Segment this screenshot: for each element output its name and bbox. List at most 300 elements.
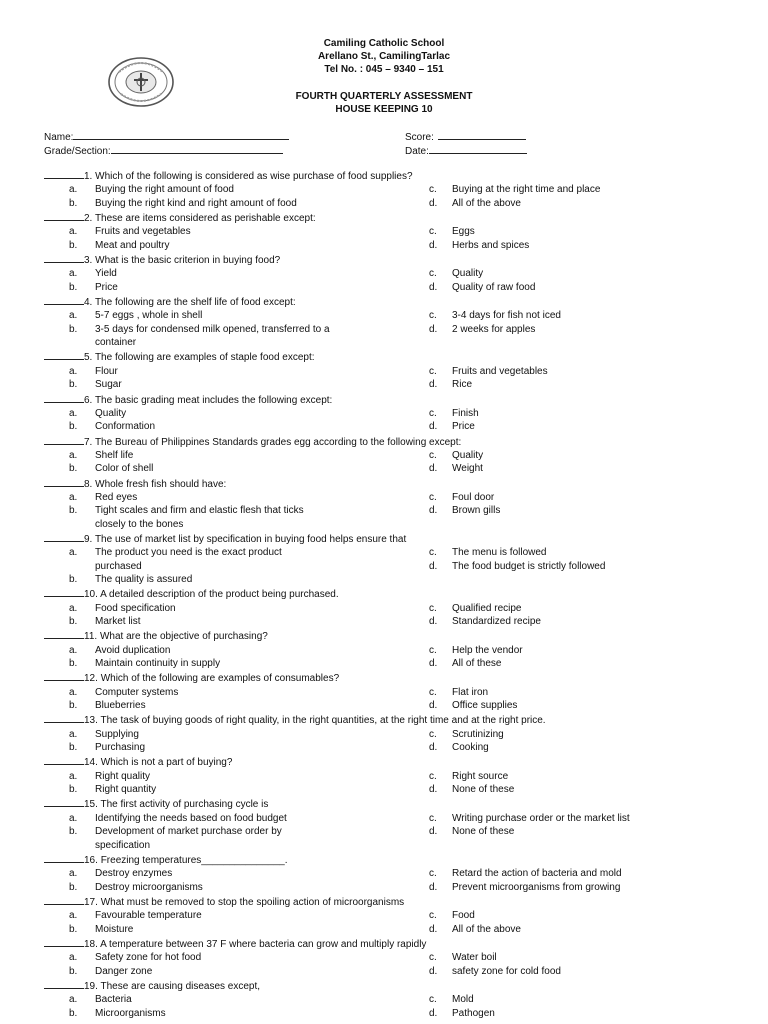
question-text: The following are examples of staple food except: [94,352,315,364]
option-letter: d. [429,197,438,209]
option-letter [429,839,452,852]
question-text: What are the objective of purchasing? [99,631,268,643]
option-letter: a. [69,602,78,614]
option-text: Development of market purchase order by [95,826,282,838]
option-text: Safety zone for hot food [95,952,202,964]
option-row [44,309,734,322]
question-number: 17. [84,896,98,908]
question-text: Which of the following is considered as wise purchase of food supplies? [95,171,413,182]
school-telephone: Tel No. : 045 – 9340 – 151 [324,64,444,75]
question-number: 9. [84,533,93,545]
option-letter: c. [429,449,437,461]
option-letter: a. [69,812,78,824]
question-item [44,531,734,586]
option-letter: d. [429,616,438,627]
question-stem [44,531,734,546]
answer-option [44,407,429,420]
answer-option [429,491,729,504]
option-row [44,420,734,433]
option-letter [44,560,95,573]
question-text: The following are the shelf life of food except: [94,297,296,309]
option-row [44,462,734,475]
question-number: 14. [84,757,98,769]
answer-blank[interactable] [44,978,84,989]
option-text: Market list [95,616,141,627]
question-text: The task of buying goods of right quality, in the right quantities, at the right time and at the right price. [100,715,546,727]
question-item [44,978,734,1020]
option-letter: a. [69,910,78,922]
option-text: Flour [95,365,118,377]
answer-option [44,183,429,196]
assessment-title: FOURTH QUARTERLY ASSESSMENT [295,91,473,102]
option-letter: b. [69,323,78,335]
option-letter: d. [429,826,438,838]
option-text: Herbs and spices [452,239,530,251]
name-line[interactable] [73,129,289,140]
option-letter: a. [69,994,78,1006]
answer-blank[interactable] [44,936,84,947]
question-number: 11. [84,631,98,643]
option-text: Prevent microorganisms from growing [452,881,621,893]
answer-option [44,491,429,504]
option-letter: d. [429,505,438,517]
option-text: All of the above [452,923,521,935]
question-number: 13. [84,715,98,727]
option-row [44,825,734,838]
question-stem [44,712,734,727]
option-text: safety zone for cold food [452,965,561,977]
question-number: 8. [84,478,93,490]
option-letter: d. [429,923,438,935]
answer-blank[interactable] [44,294,84,305]
answer-option [429,183,729,196]
date-label: Date: [405,146,429,157]
option-letter: c. [429,365,437,377]
option-letter: b. [69,421,78,433]
question-stem [44,894,734,909]
question-stem [44,252,734,267]
option-text: specification [95,839,151,851]
option-letter [429,573,452,586]
option-letter: d. [429,881,438,893]
option-text: Maintain continuity in supply [95,658,221,670]
grade-section-line[interactable] [111,143,283,154]
name-field[interactable] [44,129,289,144]
question-text: A detailed description of the product being purchased. [100,589,339,601]
score-label: Score: [405,132,434,143]
option-row [44,686,734,699]
option-letter: a. [69,770,78,782]
answer-option [429,323,729,336]
answer-option [44,323,429,336]
question-item [44,252,734,294]
option-text: Red eyes [95,491,138,503]
option-letter: c. [429,952,437,964]
option-text: Right source [452,770,509,782]
option-letter: c. [429,994,437,1006]
option-text: Quality [452,268,484,280]
score-field[interactable] [405,129,526,144]
question-item [44,712,734,754]
question-text: The first activity of purchasing cycle is [100,799,269,811]
option-row [44,909,734,922]
option-text: Price [95,281,118,293]
option-text: Quality [95,407,127,419]
answer-blank[interactable] [44,754,84,765]
question-list [44,168,734,1020]
option-letter: b. [69,1007,78,1019]
answer-option [429,602,729,615]
answer-option [44,644,429,657]
answer-option [429,699,729,712]
answer-blank[interactable] [44,628,84,639]
option-letter: c. [429,491,437,503]
answer-option [44,741,429,754]
option-letter: b. [69,463,78,475]
option-letter: a. [69,407,78,419]
option-text: Fruits and vegetables [95,226,191,238]
answer-option [429,812,729,825]
option-letter: d. [429,239,438,251]
option-text: The menu is followed [452,547,547,559]
date-field[interactable] [405,143,527,158]
answer-option [429,657,729,670]
question-number: 19. [84,980,98,992]
option-text: Favourable temperature [95,910,202,922]
answer-option [44,881,429,894]
option-row [44,573,734,586]
grade-section-label: Grade/Section: [44,146,111,157]
answer-option [429,867,729,880]
option-text: Qualified recipe [452,602,522,614]
answer-option [44,993,429,1006]
option-text: 2 weeks for apples [452,323,536,335]
question-number: 5. [84,352,93,364]
option-text: 3-5 days for condensed milk opened, transferred to a [95,323,330,335]
option-letter: a. [69,644,78,656]
question-text: What is the basic criterion in buying food? [95,255,281,267]
answer-option [429,686,729,699]
answer-option [44,783,429,796]
answer-blank[interactable] [44,476,84,487]
option-text: Buying at the right time and place [452,184,601,196]
answer-option [429,881,729,894]
option-text: Retard the action of bacteria and mold [452,868,622,880]
option-letter: d. [429,463,438,475]
option-row [44,615,734,628]
answer-option [429,449,729,462]
option-text: All of these [452,658,502,670]
answer-option [429,1007,729,1020]
question-item [44,670,734,712]
option-text: Pathogen [452,1007,495,1019]
answer-option [429,267,729,280]
option-text: Price [452,421,475,433]
answer-option [44,239,429,252]
option-letter: c. [429,868,437,880]
question-item [44,586,734,628]
option-letter: d. [429,658,438,670]
option-text: closely to the bones [95,518,184,530]
question-item [44,168,734,210]
answer-blank[interactable] [44,252,84,263]
answer-option [44,770,429,783]
answer-option [429,407,729,420]
question-number: 7. [84,436,93,448]
option-letter: b. [69,784,78,796]
answer-option [44,560,429,573]
answer-option [429,783,729,796]
answer-option [44,1007,429,1020]
option-text: Purchasing [95,742,146,754]
option-text: Brown gills [452,505,501,517]
answer-option [44,923,429,936]
answer-option [44,504,429,517]
question-item [44,434,734,476]
option-letter: b. [69,826,78,838]
option-letter [429,336,452,349]
option-letter: b. [69,505,78,517]
option-letter: d. [429,700,438,712]
answer-option [429,225,729,238]
option-text: Flat iron [452,686,489,698]
option-text: None of these [452,784,515,796]
answer-blank[interactable] [44,434,84,445]
option-letter: c. [429,728,437,740]
option-text: Supplying [95,728,139,740]
option-letter: a. [69,226,78,238]
answer-option [44,951,429,964]
answer-blank[interactable] [44,168,84,179]
option-row [44,449,734,462]
answer-blank[interactable] [44,586,84,597]
option-row [44,812,734,825]
option-letter: d. [429,560,438,572]
question-number: 2. [84,213,93,225]
option-row [44,644,734,657]
option-text: Mold [452,994,474,1006]
option-letter: a. [69,728,78,740]
answer-option [44,686,429,699]
answer-blank[interactable] [44,894,84,905]
option-row [44,741,734,754]
question-number: 12. [84,673,98,685]
question-stem [44,294,734,309]
option-letter: b. [69,616,78,627]
option-letter: a. [69,547,78,559]
answer-blank[interactable] [44,670,84,681]
answer-option [44,812,429,825]
answer-option [429,923,729,936]
option-row [44,881,734,894]
option-row [44,336,734,349]
question-text: Which is not a part of buying? [100,757,233,769]
option-row [44,839,734,852]
option-letter: c. [429,644,437,656]
option-letter: a. [69,310,78,322]
answer-option [44,449,429,462]
option-row [44,518,734,531]
question-stem [44,796,734,811]
question-item [44,210,734,252]
option-text: Quality [452,449,484,461]
answer-option [429,197,729,210]
option-text: Weight [452,463,483,475]
answer-option [429,909,729,922]
question-stem [44,434,734,449]
answer-option [44,281,429,294]
answer-option [429,336,729,349]
option-letter: b. [69,197,78,209]
option-letter: b. [69,281,78,293]
date-line[interactable] [429,143,527,154]
option-letter: c. [429,812,437,824]
option-text: Computer systems [95,686,179,698]
option-text [452,518,729,531]
answer-blank[interactable] [44,712,84,723]
score-line[interactable] [438,129,526,140]
option-row [44,407,734,420]
option-row [44,365,734,378]
option-letter: b. [69,923,78,935]
question-number: 4. [84,297,93,309]
option-letter: a. [69,268,78,280]
option-text: All of the above [452,197,521,209]
answer-blank[interactable] [44,210,84,221]
option-text: Standardized recipe [452,616,541,627]
option-text: Right quantity [95,784,157,796]
option-letter: d. [429,742,438,754]
option-text [452,336,729,349]
option-letter: b. [69,881,78,893]
answer-option [44,867,429,880]
option-row [44,728,734,741]
question-stem [44,392,734,407]
answer-option [44,573,429,586]
answer-option [429,365,729,378]
answer-option [44,225,429,238]
option-row [44,183,734,196]
option-text: Tight scales and firm and elastic flesh that ticks [95,505,304,517]
option-text: Food specification [95,602,176,614]
option-row [44,281,734,294]
question-stem [44,349,734,364]
school-name: Camiling Catholic School [323,38,445,49]
question-item [44,754,734,796]
answer-option [44,615,429,628]
question-text: A temperature between 37 F where bacteria can grow and multiply rapidly [100,938,427,950]
option-text: Meat and poultry [95,239,170,251]
option-row [44,993,734,1006]
option-row [44,770,734,783]
answer-blank[interactable] [44,349,84,360]
option-text: Office supplies [452,700,518,712]
answer-option [44,546,429,559]
answer-blank[interactable] [44,852,84,863]
answer-option [44,728,429,741]
answer-option [429,504,729,517]
answer-blank[interactable] [44,796,84,807]
answer-option [44,602,429,615]
answer-option [429,965,729,978]
option-letter: c. [429,310,437,322]
option-text: purchased [95,560,142,572]
question-text: The use of market list by specification in buying food helps ensure that [94,533,407,545]
subject-title: HOUSE KEEPING 10 [335,104,433,115]
option-text: Destroy microorganisms [95,881,203,893]
grade-section-field[interactable] [44,143,283,158]
question-stem [44,978,734,993]
option-letter: d. [429,784,438,796]
answer-option [429,573,729,586]
answer-option [429,770,729,783]
option-letter: d. [429,421,438,433]
question-item [44,852,734,894]
question-stem [44,210,734,225]
answer-option [429,239,729,252]
answer-option [429,728,729,741]
question-stem [44,628,734,643]
answer-option [429,993,729,1006]
option-text: The food budget is strictly followed [452,560,606,572]
option-text: Rice [452,379,473,391]
school-address: Arellano St., CamilingTarlac [317,51,451,62]
option-letter: d. [429,965,438,977]
question-number: 6. [84,394,93,406]
question-stem [44,168,734,183]
option-text: Writing purchase order or the market list [452,812,630,824]
answer-option [429,741,729,754]
answer-option [44,657,429,670]
question-text: What must be removed to stop the spoiling action of microorganisms [100,896,405,908]
option-text: Yield [95,268,117,280]
option-text: Color of shell [95,463,154,475]
option-letter: c. [429,226,437,238]
answer-option [429,518,729,531]
option-text: Microorganisms [95,1007,166,1019]
option-letter: a. [69,491,78,503]
answer-option [429,420,729,433]
option-row [44,378,734,391]
option-letter: c. [429,910,437,922]
answer-blank[interactable] [44,392,84,403]
option-row [44,491,734,504]
option-row [44,783,734,796]
question-text: Which of the following are examples of consumables? [100,673,340,685]
option-letter: a. [69,952,78,964]
answer-option [429,309,729,322]
option-text: Danger zone [95,965,153,977]
answer-blank[interactable] [44,531,84,542]
option-text: Right quality [95,770,151,782]
answer-option [429,546,729,559]
option-letter: c. [429,407,437,419]
question-item [44,894,734,936]
option-row [44,504,734,517]
answer-option [429,839,729,852]
answer-option [429,825,729,838]
question-item [44,392,734,434]
option-letter: a. [69,686,78,698]
option-text: Food [452,910,475,922]
option-text: Buying the right amount of food [95,184,234,196]
option-text: None of these [452,826,515,838]
answer-option [44,462,429,475]
question-item [44,796,734,851]
option-letter: c. [429,547,437,559]
option-row [44,657,734,670]
question-item [44,476,734,531]
